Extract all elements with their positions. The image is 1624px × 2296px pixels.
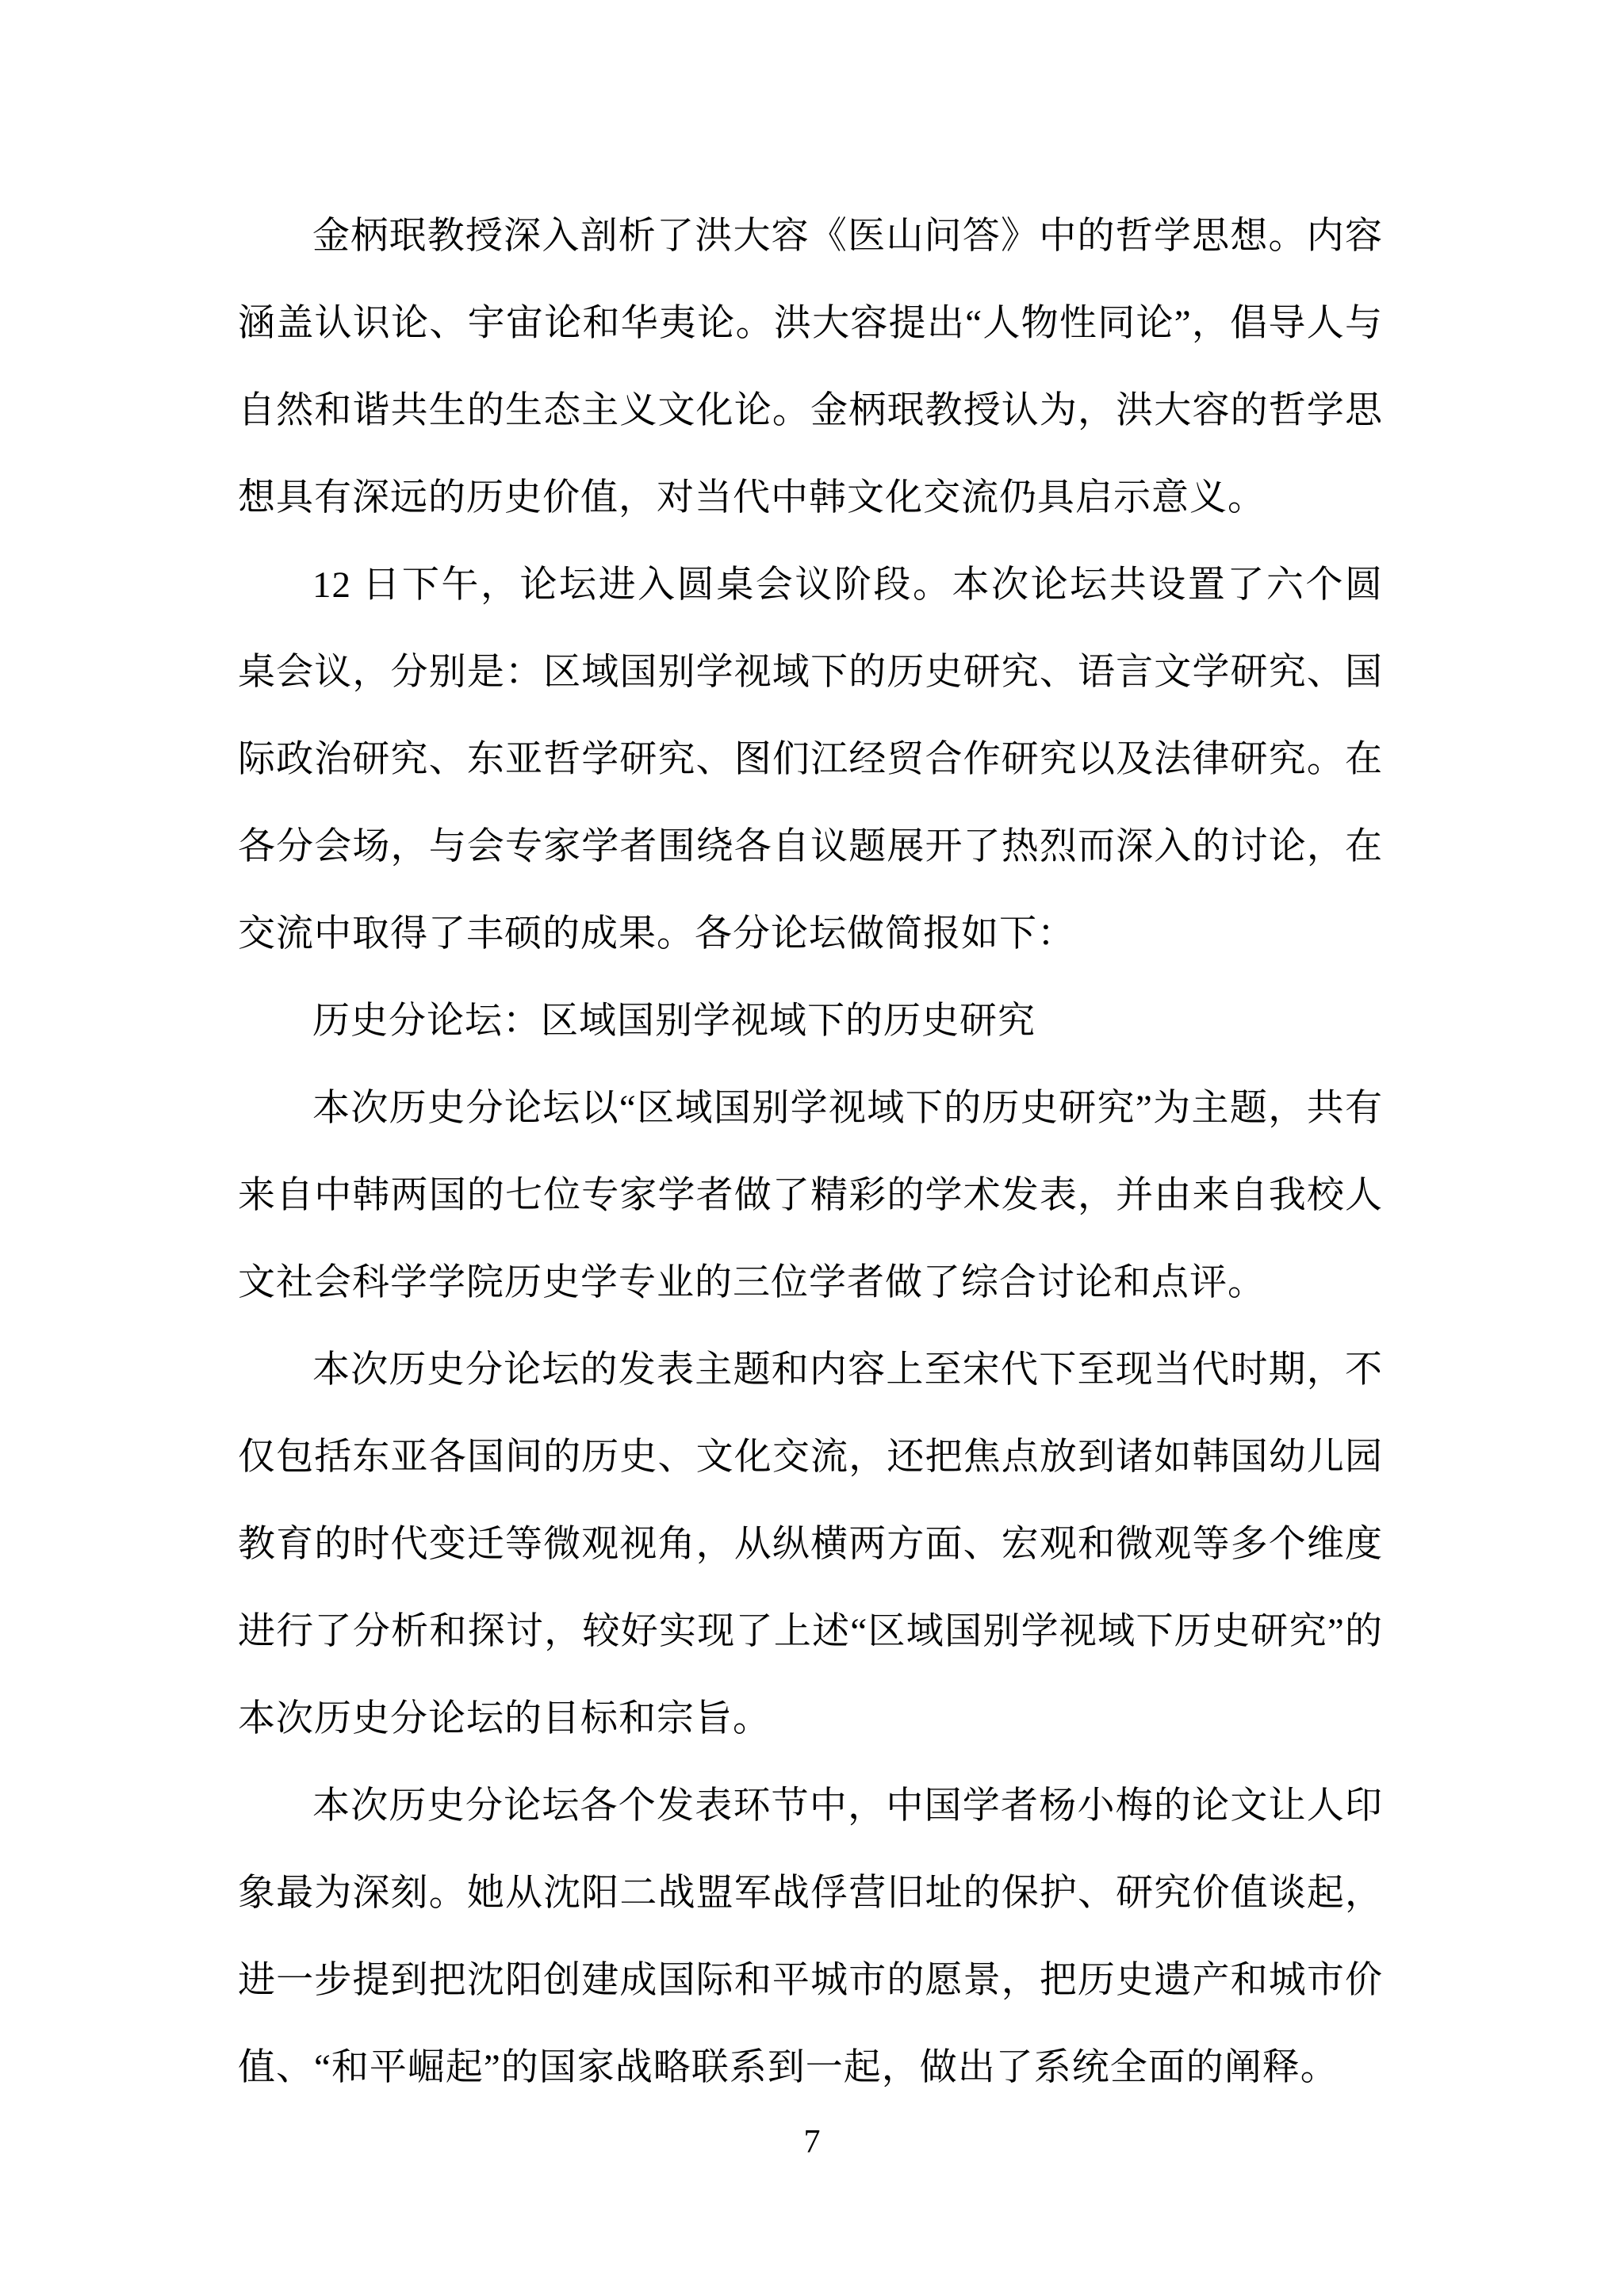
page-footer <box>0 2118 1624 2166</box>
paragraph-philosophy-summary: 金柄珉教授深入剖析了洪大容《医山问答》中的哲学思想。内容涵盖认识论、宇宙论和华夷论。洪大容提出“人物性同论”，倡导人与自然和谐共生的生态主义文化论。金柄珉教授认为，洪大容的哲学思想具有深远的历史价值，对当代中韩文化交流仍具启示意义。 <box>238 216 1383 519</box>
paragraph-history-forum-theme: 本次历史分论坛以“区域国别学视域下的历史研究”为主题，共有来自中韩两国的七位专家学者做了精彩的学术发表，并由来自我校人文社会科学学院历史学专业的三位学者做了综合讨论和点评。 <box>238 1088 1383 1303</box>
section-heading-history-forum: 历史分论坛：区域国别学视域下的历史研究 <box>312 1001 1036 1042</box>
document-body <box>238 193 1383 2111</box>
paragraph-history-forum-highlight: 本次历史分论坛各个发表环节中，中国学者杨小梅的论文让人印象最为深刻。她从沈阳二战盟军战俘营旧址的保护、研究价值谈起，进一步提到把沈阳创建成国际和平城市的愿景，把历史遗产和城市价值、“和平崛起”的国家战略联系到一起，做出了系统全面的阐释。 <box>238 1785 1383 2088</box>
paragraph-history-forum-scope: 本次历史分论坛的发表主题和内容上至宋代下至现当代时期，不仅包括东亚各国间的历史、文化交流，还把焦点放到诸如韩国幼儿园教育的时代变迁等微观视角，从纵横两方面、宏观和微观等多个维度进行了分析和探讨，较好实现了上述“区域国别学视域下历史研究”的本次历史分论坛的目标和宗旨。 <box>238 1349 1383 1739</box>
paragraph-roundtable-overview: 12 日下午，论坛进入圆桌会议阶段。本次论坛共设置了六个圆桌会议，分别是：区域国别学视域下的历史研究、语言文学研究、国际政治研究、东亚哲学研究、图们江经贸合作研究以及法律研究。在各分会场，与会专家学者围绕各自议题展开了热烈而深入的讨论，在交流中取得了丰硕的成果。各分论坛做简报如下： <box>238 564 1383 955</box>
page-number: 7 <box>803 2124 821 2160</box>
